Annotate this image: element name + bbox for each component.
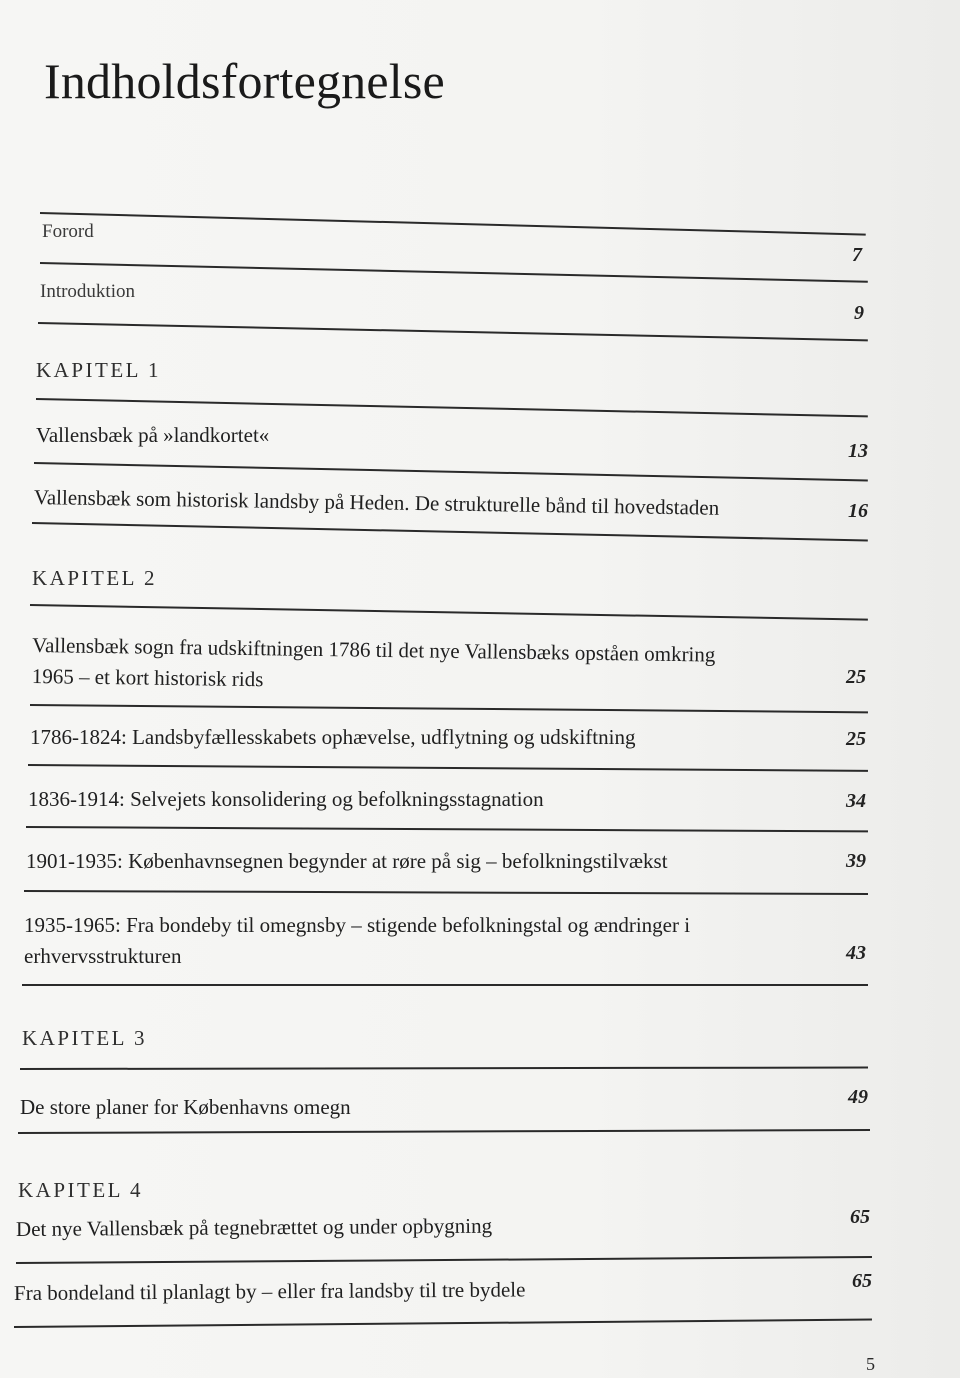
page-folio: 5 <box>866 1354 875 1374</box>
toc-page-number: 9 <box>854 302 864 324</box>
toc-page-number: 34 <box>846 790 866 812</box>
toc-entry <box>24 910 804 972</box>
divider <box>28 764 868 772</box>
divider <box>26 826 868 832</box>
divider <box>38 322 868 341</box>
toc-entry-line: Vallensbæk sogn fra udskiftningen 1786 til det nye Vallensbæks opståen omkring <box>32 633 716 667</box>
toc-entry: De store planer for Københavns omegn <box>20 1095 351 1119</box>
toc-entry <box>32 630 813 703</box>
divider <box>36 398 868 417</box>
toc-entry: 1836-1914: Selvejets konsolidering og befolkningsstagnation <box>28 787 544 811</box>
toc-page-number: 7 <box>852 244 862 266</box>
divider <box>16 1256 872 1264</box>
toc-entry: Vallensbæk som historisk landsby på Heden. De strukturelle bånd til hovedstaden <box>33 485 720 520</box>
chapter-heading-2: KAPITEL 2 <box>32 566 157 590</box>
toc-entry-line: 1965 – et kort historisk rids <box>31 663 264 692</box>
toc-page-number: 25 <box>846 666 866 688</box>
toc-entry: Vallensbæk på »landkortet« <box>36 423 270 447</box>
toc-page-number: 65 <box>850 1206 870 1228</box>
toc-page-number: 13 <box>848 440 868 462</box>
toc-entry: 1901-1935: Københavnsegnen begynder at røre på sig – befolkningstilvækst <box>26 849 668 873</box>
divider <box>40 262 868 283</box>
divider <box>18 1129 870 1134</box>
toc-entry: Det nye Vallensbæk på tegnebrættet og under opbygning <box>15 1213 493 1241</box>
chapter-heading-1: KAPITEL 1 <box>36 358 161 382</box>
toc-page-number: 16 <box>848 500 868 522</box>
chapter-heading-4: KAPITEL 4 <box>18 1178 143 1202</box>
divider <box>34 462 868 481</box>
divider <box>32 522 868 542</box>
toc-page-number: 43 <box>846 942 866 964</box>
toc-entry-line: 1935-1965: Fra bondeby til omegnsby – stigende befolkningstal og ændringer i <box>24 913 691 937</box>
divider <box>40 212 866 236</box>
toc-page-number: 49 <box>848 1086 868 1108</box>
divider <box>30 604 868 621</box>
toc-entry: Fra bondeland til planlagt by – eller fra landsby til tre bydele <box>13 1277 526 1305</box>
toc-entry: 1786-1824: Landsbyfællesskabets ophævelse, udflytning og udskiftning <box>30 725 636 749</box>
toc-entry-forord: Forord <box>42 221 94 242</box>
toc-entry-introduktion: Introduktion <box>40 281 135 302</box>
divider <box>20 1067 868 1070</box>
page-title: Indholdsfortegnelse <box>44 53 445 109</box>
divider <box>24 890 868 895</box>
toc-page-number: 65 <box>852 1270 872 1292</box>
toc-page-number: 39 <box>846 850 866 872</box>
divider <box>14 1319 872 1328</box>
toc-page-number: 25 <box>846 728 866 750</box>
divider <box>22 984 868 986</box>
chapter-heading-3: KAPITEL 3 <box>22 1026 147 1050</box>
divider <box>30 704 868 713</box>
toc-entry-line: erhvervsstrukturen <box>24 944 182 968</box>
